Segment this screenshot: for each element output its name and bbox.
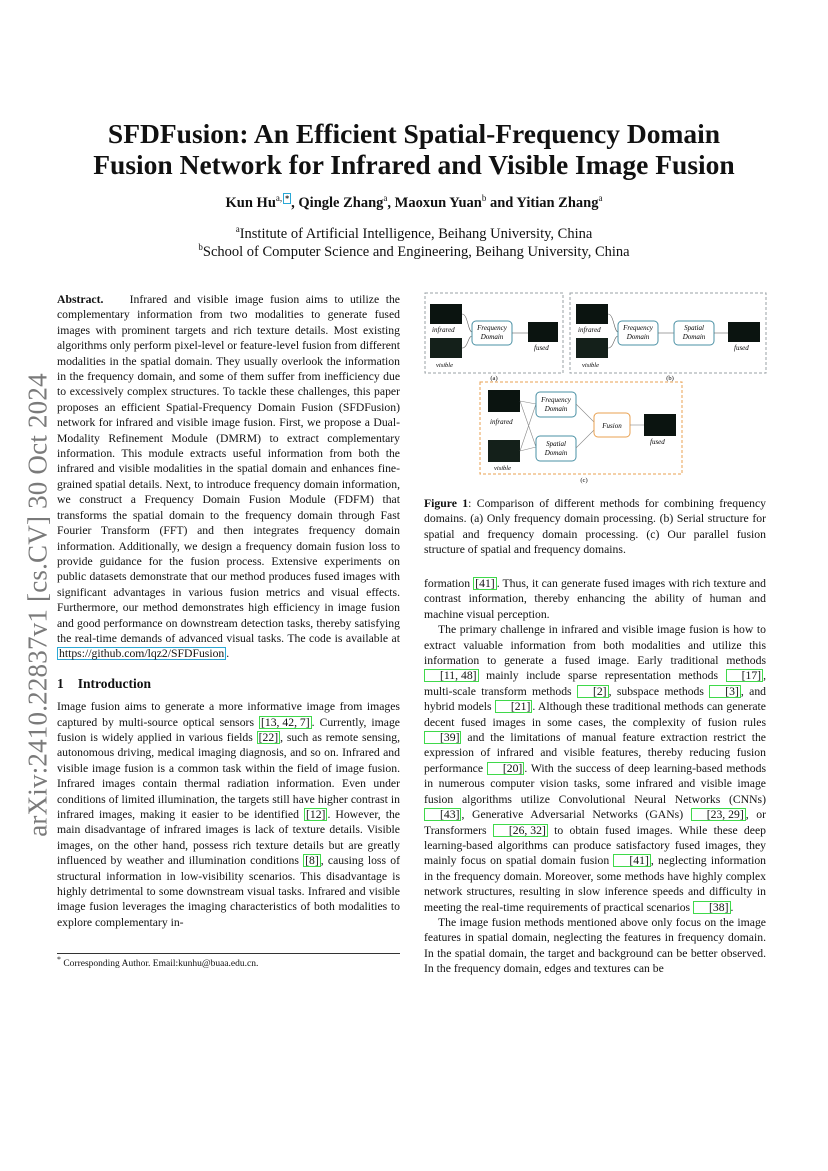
- paper-title: [60, 118, 768, 180]
- freq-label-2: Domain: [544, 405, 568, 413]
- infrared-label: infrared: [432, 326, 455, 334]
- affiliation-b: [60, 242, 768, 261]
- text-span: . However, the main disadvantage of infrared images is lack of texture details. Visible images, on the other hand, possess rich texture details but are greatly influenced by weather and illumination conditions: [57, 808, 400, 868]
- author-2: Qingle Zhang: [298, 194, 384, 211]
- left-column: [57, 292, 400, 930]
- author-separator: ,: [291, 194, 299, 211]
- spat-label-2: Domain: [544, 449, 568, 457]
- author-3: Maoxun Yuan: [394, 194, 482, 211]
- infrared-label: infrared: [490, 418, 513, 426]
- text-span: , neglecting information in the frequency domain. Moreover, some methods have highly complex network structures, resulting in slow inference speeds and difficulty in meeting the real-time requirements of practical scenarios: [424, 854, 767, 914]
- fused-label: fused: [534, 344, 549, 352]
- fused-thumbnail: [528, 322, 558, 342]
- text-span: . Thus, it can generate fused images with rich texture and contrast information, thereby enhancing the ability of human and machine visual perception.: [424, 577, 766, 621]
- right-column: [424, 576, 766, 977]
- intro-paragraph-1: [57, 699, 400, 930]
- title-line-2: Fusion Network for Infrared and Visible Image Fusion: [93, 149, 735, 180]
- abstract-label: Abstract.: [57, 293, 104, 306]
- citation-link[interactable]: [13, 42, 7]: [260, 715, 310, 729]
- freq-label-2: Domain: [480, 333, 504, 341]
- visible-label: visible: [436, 362, 453, 369]
- text-span: , subspace methods: [608, 684, 710, 698]
- citation-link[interactable]: [21]: [495, 700, 532, 713]
- freq-label-1: Frequency: [623, 324, 653, 332]
- infrared-label: infrared: [578, 326, 601, 334]
- visible-thumbnail: [430, 338, 462, 358]
- author-4-affil: a: [598, 193, 603, 203]
- arxiv-stamp-text: arXiv:2410.22837v1 [cs.CV] 30 Oct 2024: [22, 373, 53, 837]
- text-span: , causing loss of structural information in low-visibility scenarios. This disadvantage is highly detrimental to some downstream visual tasks. Infrared and visible image fusion leverages the imaging characteristics of both modalities to explore complementary in-: [57, 854, 400, 929]
- citation-link[interactable]: [23, 29]: [691, 808, 746, 821]
- code-link[interactable]: https://github.com/lqz2/SFDFusion: [59, 647, 225, 661]
- text-span: , multi-scale transform methods: [424, 669, 766, 698]
- section-title: Introduction: [77, 675, 152, 691]
- citation-link[interactable]: [17]: [726, 669, 763, 682]
- cross-arrows: [520, 401, 536, 451]
- figure-diagram: [424, 292, 768, 488]
- footnote-mark: *: [57, 955, 61, 964]
- text-span: formation: [424, 577, 474, 590]
- abstract-end: .: [226, 647, 230, 661]
- sub-label-c: (c): [580, 477, 588, 484]
- arxiv-stamp: [18, 350, 58, 860]
- input-arrows: [462, 314, 472, 348]
- author-1: Kun Hu: [225, 194, 276, 211]
- figure-caption: [424, 496, 766, 558]
- footnote: [57, 954, 400, 970]
- author-2-affil: a: [383, 193, 388, 203]
- intro-paragraph-continued: [424, 576, 766, 622]
- affiliation-a: [60, 224, 768, 243]
- title-line-1: SFDFusion: An Efficient Spatial-Frequency Domain: [107, 118, 721, 149]
- text-span: . Currently, image fusion is widely applied in various fields: [57, 715, 400, 744]
- author-1-affil: a,: [275, 193, 283, 203]
- infrared-thumbnail: [576, 304, 608, 324]
- fused-label: fused: [734, 344, 749, 352]
- infrared-thumbnail: [430, 304, 462, 324]
- citation-link[interactable]: [41]: [475, 577, 495, 590]
- infrared-thumbnail: [488, 390, 520, 412]
- author-separator: ,: [387, 194, 395, 211]
- footnote-text: Corresponding Author. Email:kunhu@buaa.edu.cn.: [60, 959, 259, 970]
- sub-label-b: (b): [666, 375, 674, 382]
- affiliation-a-text: Institute of Artificial Intelligence, Beihang University, China: [239, 225, 593, 242]
- citation-link[interactable]: [2]: [577, 685, 609, 698]
- citation-link[interactable]: [8]: [305, 854, 319, 868]
- citation-link[interactable]: [41]: [613, 854, 650, 867]
- sub-label-a: (a): [490, 375, 498, 382]
- caption-text: : Comparison of different methods for combining frequency domains. (a) Only frequency domain processing. (b) Serial structure for spatial and frequency domain processing. (c) Our parallel fusion structure of spatial and frequency domains.: [424, 497, 766, 557]
- fused-thumbnail: [644, 414, 676, 436]
- visible-thumbnail: [488, 440, 520, 462]
- author-4: Yitian Zhang: [516, 194, 599, 211]
- freq-label-1: Frequency: [541, 396, 571, 404]
- text-span: Image fusion aims to generate a more informative image from images captured by multi-source optical sensors: [57, 700, 400, 729]
- citation-link[interactable]: [43]: [424, 808, 461, 821]
- intro-paragraph-2: [424, 622, 766, 915]
- spat-label-1: Spatial: [546, 440, 566, 448]
- citation-link[interactable]: [11, 48]: [424, 669, 479, 682]
- affiliation-a-mark: a: [235, 224, 240, 234]
- abstract: [57, 292, 400, 662]
- text-span: to obtain fused images. While these deep learning-based algorithms can produce satisfactory fused images, they mainly focus on spatial domain fusion: [424, 823, 766, 868]
- text-span: , such as remote sensing, autonomous driving, medical imaging diagnosis, and so on. Infrared and visible image fusion is a common task within the field of image fusion. Infrared images contain thermal radiation information. Even under conditions of limited illumination, the targets still have higher contrast in infrared images, making it easier to be identified: [57, 730, 401, 821]
- citation-link[interactable]: [20]: [487, 762, 524, 775]
- fused-label: fused: [650, 438, 665, 446]
- citation-link[interactable]: [39]: [424, 731, 461, 744]
- author-separator: and: [486, 194, 517, 211]
- figure-1: [424, 292, 768, 488]
- freq-label-1: Frequency: [477, 324, 507, 332]
- fusion-label: Fusion: [602, 422, 622, 430]
- text-span: , and hybrid models: [424, 684, 767, 714]
- citation-link[interactable]: [38]: [693, 901, 730, 914]
- section-number: 1: [57, 675, 64, 691]
- affiliation-b-text: School of Computer Science and Engineering, Beihang University, China: [202, 243, 630, 260]
- author-3-affil: b: [481, 193, 487, 203]
- author-list: [60, 193, 768, 212]
- visible-thumbnail: [576, 338, 608, 358]
- citation-link[interactable]: [26, 32]: [493, 824, 548, 837]
- input-arrows: [608, 314, 618, 348]
- visible-label: visible: [494, 465, 511, 472]
- citation-link[interactable]: [12]: [305, 808, 326, 821]
- text-span: .: [730, 900, 734, 914]
- citation-link[interactable]: [3]: [709, 685, 741, 698]
- merge-arrows: [576, 404, 594, 448]
- text-span: , or Transformers: [424, 808, 766, 837]
- text-span: and the limitations of manual feature extraction restrict the expression of infrared and visible features, thereby reducing fusion performance: [424, 731, 766, 775]
- spat-label-2: Domain: [682, 333, 706, 341]
- text-span: mainly include sparse representation methods: [478, 669, 726, 683]
- text-span: . Although these traditional methods can generate decent fused images in some cases, the complexity of fusion rules: [424, 700, 766, 729]
- spat-label-1: Spatial: [684, 324, 704, 332]
- citation-link[interactable]: [22]: [258, 730, 279, 744]
- freq-label-2: Domain: [626, 333, 650, 341]
- fused-thumbnail: [728, 322, 760, 342]
- intro-paragraph-3: The image fusion methods mentioned above only focus on the image features in spatial domain, neglecting the features in frequency domain. In the spatial domain, the target and background can be better observed. In the frequency domain, edges and textures can be: [424, 915, 766, 976]
- corresponding-author-link[interactable]: *: [285, 194, 290, 203]
- abstract-text: Infrared and visible image fusion aims to utilize the complementary information from two modalities to generate fused images with prominent targets and rich texture details. Most existing algorithms only perform pixel-level or feature-level fusion from different modalities in the spatial domain. They usually overlook the information in the frequency domain, and some of them suffer from inefficiency due to excessively complex structures. To tackle these challenges, this paper proposes an efficient Spatial-Frequency Domain Fusion (SFDFusion) network for infrared and visible image fusion. First, we propose a Dual-Modality Refinement Module (DMRM) to extract complementary information. This module extracts useful information from both the infrared and visible modalities in the spatial domain and enhances fine-grained spatial details. Next, to introduce frequency domain information, we construct a Frequency Domain Fusion Module (FDFM) that transforms the spatial domain to the frequency domain through Fast Fourier Transform (FFT) and then integrates frequency domain information. Additionally, we design a frequency domain fusion loss to provide guidance for the fusion process. Extensive experiments on public datasets demonstrate that our method produces fused images with significant advantages in various fusion metrics and visual effects. Furthermore, our method demonstrates high efficiency in image fusion and good performance on downstream detection tasks, thereby satisfying the real-time demands of advanced visual tasks. The code is available at: [57, 293, 400, 645]
- text-span: The primary challenge in infrared and visible image fusion is how to extract valuable information from both modalities and utilize this information to generate a fused image. Early traditional methods: [424, 623, 766, 668]
- visible-label: visible: [582, 362, 599, 369]
- affiliation-b-mark: b: [198, 242, 203, 252]
- text-span: , Generative Adversarial Networks (GANs): [461, 808, 691, 822]
- section-heading: [57, 676, 400, 691]
- text-span: . With the success of deep learning-based methods in numerous computer vision tasks, some infrared and visible image fusion algorithms utilize Convolutional Neural Networks (CNNs): [424, 761, 766, 806]
- caption-label: Figure 1: [424, 497, 469, 510]
